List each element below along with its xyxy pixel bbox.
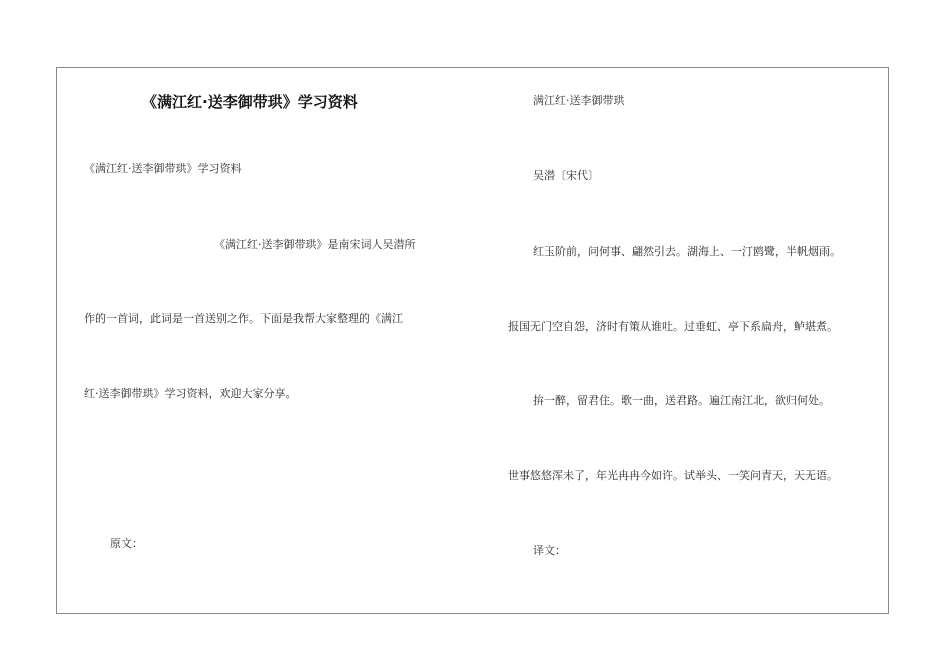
poem-line-4: 世事悠悠浑未了，年光冉冉今如许。试举头、一笑问青天，天无语。 xyxy=(508,469,838,482)
poem-line-3: 拚一醉，留君住。歌一曲，送君路。遍江南江北，欲归何处。 xyxy=(533,394,830,407)
intro-line-1: 《满江红·送李御带珙》是南宋词人吴潜所 xyxy=(214,238,416,251)
original-heading: 原文： xyxy=(110,537,143,550)
intro-line-2: 作的一首词，此词是一首送别之作。下面是我帮大家整理的《满江 xyxy=(84,312,403,325)
subtitle: 《满江红·送李御带珙》学习资料 xyxy=(84,162,242,175)
document-title: 《满江红·送李御带珙》学习资料 xyxy=(142,93,358,111)
poem-author: 吴潜〔宋代〕 xyxy=(533,169,599,182)
translation-heading: 译文： xyxy=(533,544,566,557)
poem-line-2: 报国无门空自怨，济时有策从谁吐。过垂虹、亭下系扁舟，鲈堪煮。 xyxy=(508,320,838,333)
poem-title: 满江红·送李御带珙 xyxy=(533,94,625,107)
intro-line-3: 红·送李御带珙》学习资料，欢迎大家分享。 xyxy=(84,387,297,400)
poem-line-1: 红玉阶前，问何事、翩然引去。湖海上、一汀鸥鹭，半帆烟雨。 xyxy=(533,245,841,258)
page-frame xyxy=(56,67,889,614)
